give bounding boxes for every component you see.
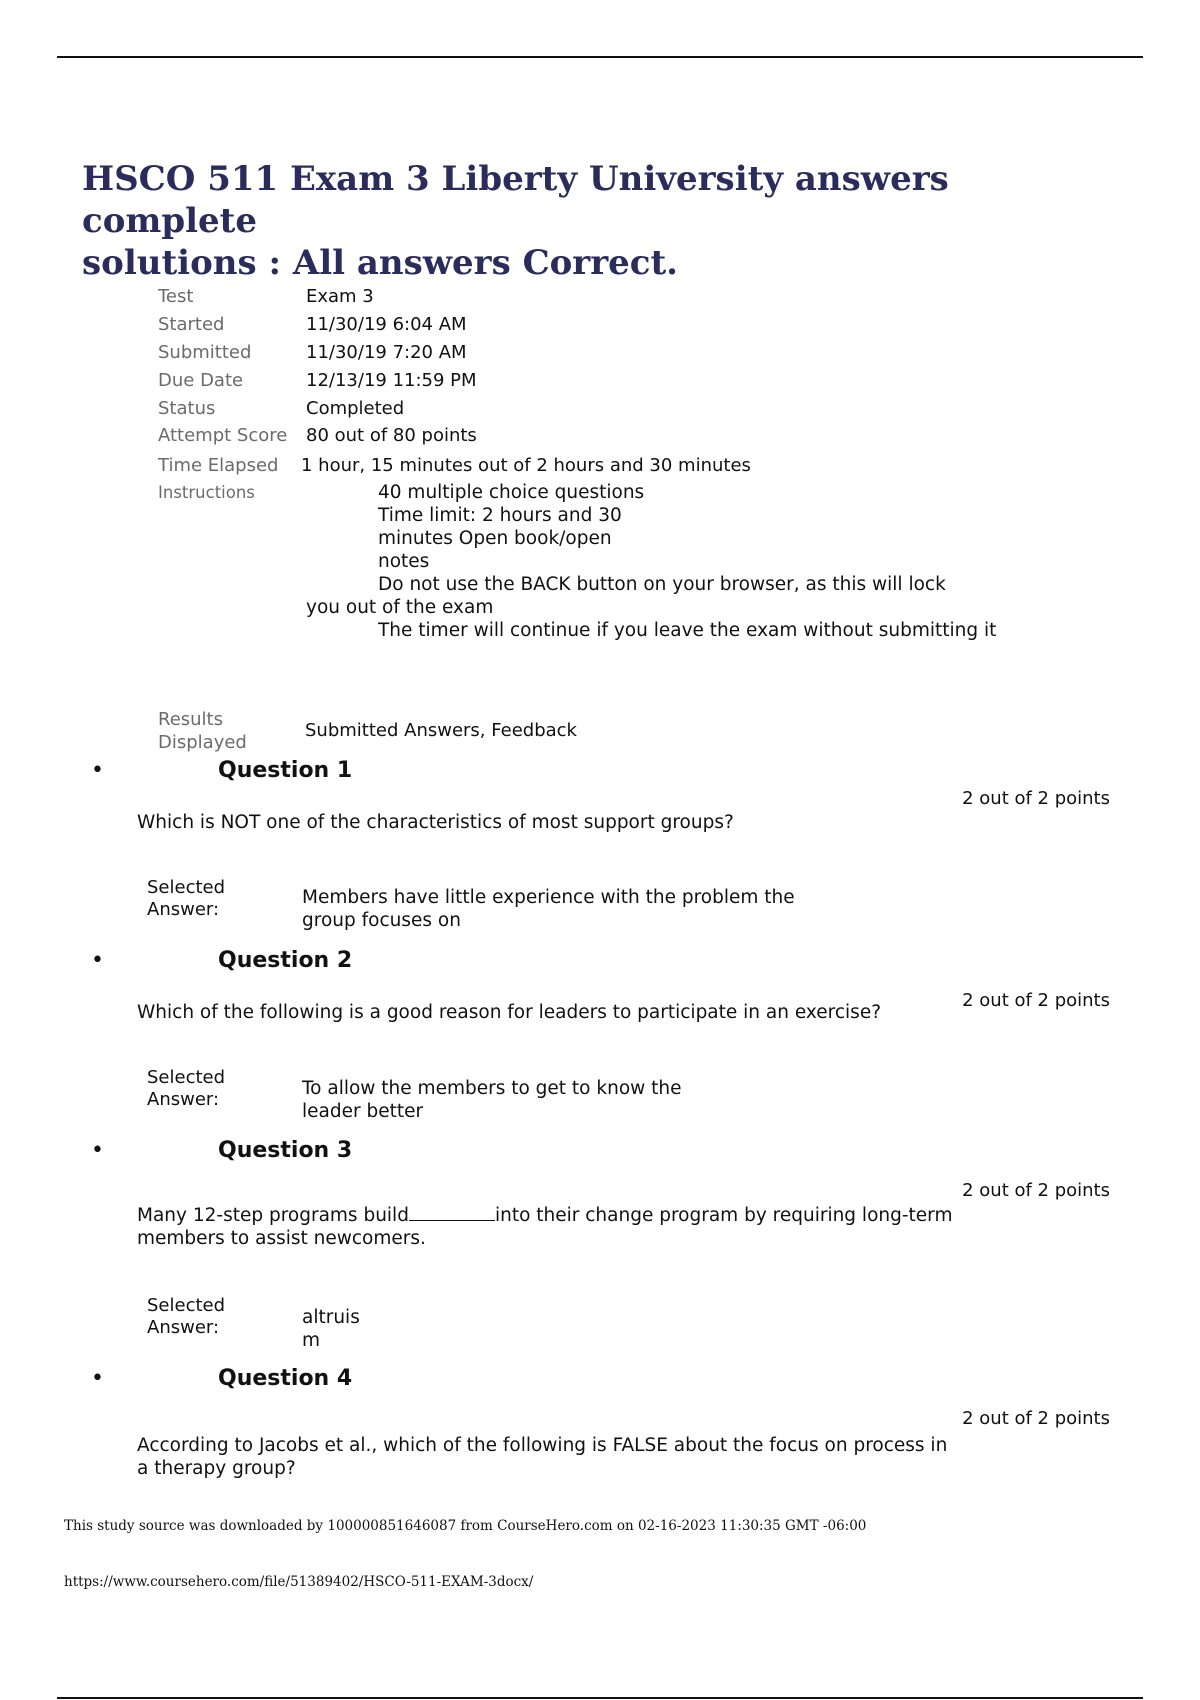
instructions-line: minutes Open book/open: [378, 528, 612, 549]
selected-answer-label: Selected Answer:: [147, 877, 226, 920]
bullet-icon: •: [91, 948, 104, 973]
question-text-line-2: members to assist newcomers.: [137, 1228, 426, 1249]
results-displayed-label: Results Displayed: [158, 709, 247, 753]
question-text: Which of the following is a good reason for leaders to participate in an exercise?: [137, 1002, 882, 1023]
results-displayed-value: Submitted Answers, Feedback: [305, 720, 577, 741]
bullet-icon: •: [91, 1366, 104, 1391]
instructions-line: Time limit: 2 hours and 30: [378, 505, 622, 526]
question-points: 2 out of 2 points: [962, 1180, 1110, 1201]
instructions-line: The timer will continue if you leave the exam without submitting it: [378, 620, 997, 641]
document-title: [82, 158, 1082, 284]
answer-line: altruis: [302, 1307, 360, 1328]
instructions-line: Do not use the BACK button on your browser, as this will lock: [378, 574, 946, 595]
title-line-1: HSCO 511 Exam 3 Liberty University answers complete: [82, 159, 949, 241]
meta-label: Submitted: [158, 342, 252, 363]
question-text-line-2: a therapy group?: [137, 1458, 296, 1479]
meta-value: 80 out of 80 points: [306, 425, 477, 446]
question-text: [137, 1204, 1027, 1250]
question-points: 2 out of 2 points: [962, 788, 1110, 809]
bottom-rule: [57, 1697, 1143, 1699]
question-text: [137, 1434, 1027, 1480]
meta-value: 11/30/19 7:20 AM: [306, 342, 467, 363]
question-points: 2 out of 2 points: [962, 1408, 1110, 1429]
source-footer: This study source was downloaded by 100000851646087 from CourseHero.com on 02-16-2023 11:30:35 GMT -06:00: [64, 1518, 867, 1534]
bullet-icon: •: [91, 758, 104, 783]
selected-answer-label: Selected Answer:: [147, 1295, 226, 1338]
question-title: Question 2: [218, 948, 353, 973]
question-points: 2 out of 2 points: [962, 990, 1110, 1011]
meta-label: Instructions: [158, 483, 255, 502]
question-title: Question 1: [218, 758, 353, 783]
answer-line: group focuses on: [302, 910, 461, 931]
question-title: Question 3: [218, 1138, 353, 1163]
meta-value: Exam 3: [306, 286, 374, 307]
question-text-line-1: According to Jacobs et al., which of the following is FALSE about the focus on process in: [137, 1435, 948, 1456]
fill-in-blank: [409, 1204, 495, 1221]
meta-label: Test: [158, 286, 194, 307]
selected-answer-value: [302, 1306, 360, 1352]
meta-label: Due Date: [158, 370, 244, 391]
answer-line: leader better: [302, 1101, 424, 1122]
meta-value: 11/30/19 6:04 AM: [306, 314, 467, 335]
meta-label: Status: [158, 398, 216, 419]
answer-line: m: [302, 1330, 321, 1351]
selected-answer-label: Selected Answer:: [147, 1067, 226, 1110]
meta-value: 12/13/19 11:59 PM: [306, 370, 477, 391]
meta-value: Completed: [306, 398, 405, 419]
instructions-line: you out of the exam: [306, 597, 494, 618]
answer-line: To allow the members to get to know the: [302, 1078, 682, 1099]
answer-line: Members have little experience with the problem the: [302, 887, 795, 908]
top-rule: [57, 56, 1143, 58]
title-line-2: solutions : All answers Correct.: [82, 243, 679, 283]
question-text-before: Many 12-step programs build: [137, 1205, 409, 1226]
bullet-icon: •: [91, 1138, 104, 1163]
instructions-line: notes: [378, 551, 430, 572]
source-url[interactable]: https://www.coursehero.com/file/51389402/HSCO-511-EXAM-3docx/: [64, 1574, 534, 1590]
instructions-line: 40 multiple choice questions: [378, 482, 645, 503]
meta-value: 1 hour, 15 minutes out of 2 hours and 30 minutes: [301, 455, 751, 476]
meta-label: Started: [158, 314, 225, 335]
selected-answer-value: [302, 886, 795, 932]
selected-answer-value: [302, 1077, 682, 1123]
question-text: Which is NOT one of the characteristics of most support groups?: [137, 812, 734, 833]
meta-label: Attempt Score: [158, 425, 288, 446]
meta-label: Time Elapsed: [158, 455, 279, 476]
question-title: Question 4: [218, 1366, 353, 1391]
question-text-after: into their change program by requiring long-term: [494, 1205, 953, 1226]
